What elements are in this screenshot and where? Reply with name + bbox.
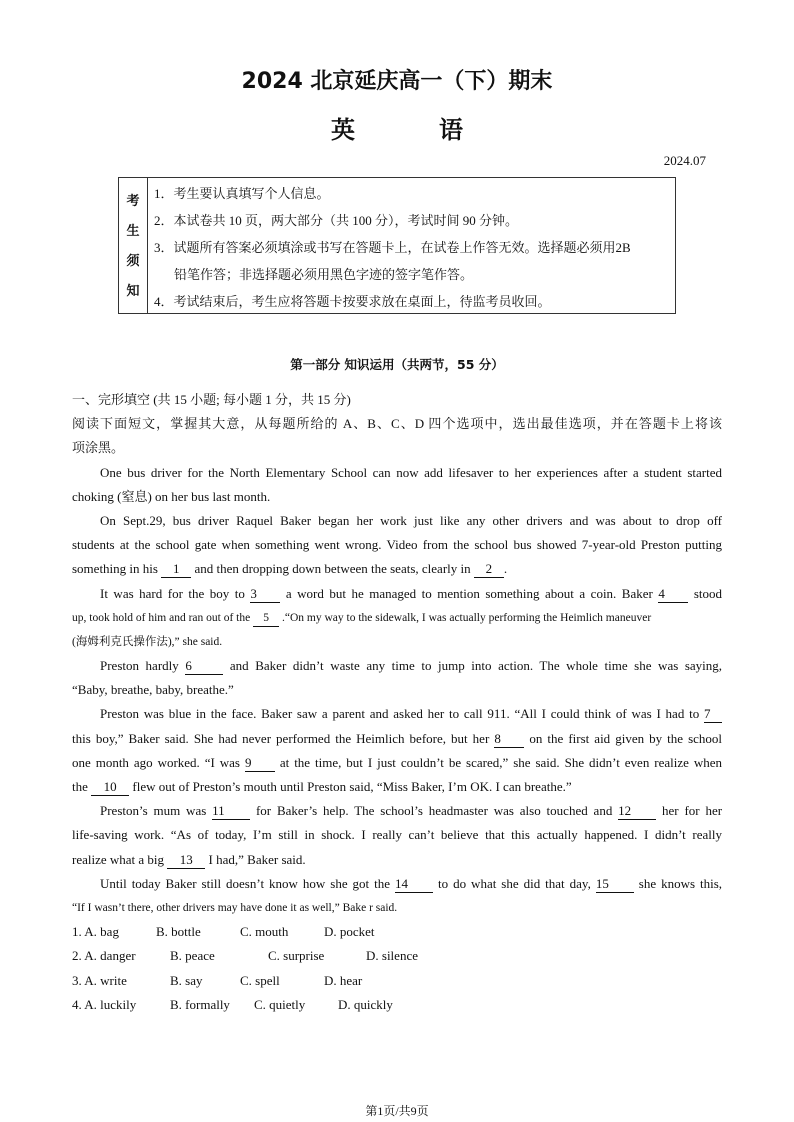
text-span: Until today Baker still doesn’t know how she got the bbox=[100, 875, 391, 891]
text-span: at the time, but I just couldn’t be scared,” she said. She didn’t even realize when bbox=[279, 754, 722, 770]
exam-date: 2024.07 bbox=[663, 153, 706, 168]
blank-15: 15 bbox=[596, 876, 634, 893]
option: C. spell bbox=[240, 972, 280, 988]
text-span: flew out of Preston’s mouth until Preston said, “Miss Baker, I’m OK. I can breathe.” bbox=[132, 779, 572, 794]
text-span: to do what she did that day, bbox=[438, 875, 591, 891]
passage-line bbox=[72, 557, 722, 581]
passage-line bbox=[72, 582, 722, 606]
question-options bbox=[72, 944, 722, 968]
part-title: 一、完形填空 (共 15 小题; 每小题 1 分，共 15 分) bbox=[72, 392, 351, 407]
passage-line: students at the school gate when something went wrong. Video from the school bus showed 7-year-old Preston putting bbox=[72, 537, 722, 553]
exam-content bbox=[72, 388, 722, 1017]
passage-line bbox=[72, 799, 722, 823]
notice-side-char: 考 bbox=[126, 192, 140, 208]
passage-line: (海姆利克氏操作法),” she said. bbox=[72, 635, 223, 648]
blank-2: 2 bbox=[474, 561, 504, 578]
text-span: the bbox=[72, 779, 88, 794]
blank-11: 11 bbox=[212, 803, 250, 820]
notice-side-char: 知 bbox=[126, 282, 140, 298]
blank-1: 1 bbox=[161, 561, 191, 578]
blank-13: 13 bbox=[167, 852, 205, 869]
text-span: something in his bbox=[72, 561, 158, 577]
exam-title: 2024 北京延庆高一（下）期末 bbox=[241, 69, 553, 94]
text-span: up, took hold of him and ran out of the bbox=[72, 611, 251, 624]
option: B. formally bbox=[170, 996, 230, 1012]
passage-line: choking (窒息) on her bus last month. bbox=[72, 488, 271, 504]
option: D. silence bbox=[366, 948, 418, 964]
passage-line bbox=[72, 606, 722, 630]
text-span: this boy,” Baker said. She had never performed the Heimlich before, but her bbox=[72, 730, 490, 746]
option: 4. A. luckily bbox=[72, 996, 137, 1012]
passage-line: “Baby, breathe, baby, breathe.” bbox=[72, 682, 234, 698]
option: B. say bbox=[170, 972, 203, 988]
passage-line bbox=[72, 775, 722, 799]
instruction-line: 阅读下面短文，掌握其大意，从每题所给的 A、B、C、D 四个选项中，选出最佳选项，并在答题卡上将该 bbox=[72, 416, 722, 432]
question-options bbox=[72, 993, 722, 1017]
text-span: Preston’s mum was bbox=[100, 803, 207, 819]
text-span: for Baker’s help. The school’s headmaster was also touched and bbox=[255, 803, 613, 819]
notice-item: 4．考试结束后，考生应将答题卡按要求放在桌面上，待监考员收回。 bbox=[154, 294, 551, 309]
option: 3. A. write bbox=[72, 972, 127, 988]
notice-side-char: 生 bbox=[126, 222, 140, 238]
text-span: .“On my way to the sidewalk, I was actually performing the Heimlich maneuver bbox=[281, 611, 652, 624]
question-options bbox=[72, 969, 722, 993]
passage-line bbox=[72, 654, 722, 678]
text-span: It was hard for the boy to bbox=[100, 585, 245, 601]
passage-line bbox=[72, 727, 722, 751]
option: D. pocket bbox=[324, 924, 375, 940]
blank-12: 12 bbox=[618, 803, 656, 820]
notice-side-char: 须 bbox=[126, 252, 140, 268]
passage-line: One bus driver for the North Elementary School can now add lifesaver to her experiences after a student started bbox=[100, 464, 722, 480]
text-span: a word but he managed to mention something about a coin. Baker bbox=[285, 585, 653, 601]
blank-3: 3 bbox=[250, 586, 280, 603]
passage-line bbox=[72, 848, 722, 872]
option: C. surprise bbox=[268, 948, 325, 964]
text-span: I had,” Baker said. bbox=[208, 851, 306, 867]
text-span: realize what a big bbox=[72, 851, 165, 867]
blank-10: 10 bbox=[91, 779, 129, 796]
text-span: one month ago worked. “I was bbox=[72, 754, 240, 770]
text-span: and then dropping down between the seats, clearly in bbox=[194, 561, 471, 577]
text-span: Preston was blue in the face. Baker saw a parent and asked her to call 911. “All I could think of was I had to bbox=[100, 706, 700, 722]
text-span: Preston hardly bbox=[100, 658, 179, 674]
blank-6: 6 bbox=[185, 658, 223, 675]
passage-line bbox=[72, 751, 722, 775]
blank-8: 8 bbox=[494, 731, 524, 748]
option: 2. A. danger bbox=[72, 948, 136, 964]
passage-line: life-saving work. “As of today, I’m still in shock. I really can’t believe that this actually happened. I didn’t really bbox=[72, 827, 722, 843]
option: C. mouth bbox=[240, 924, 289, 940]
passage-line bbox=[72, 702, 722, 726]
notice-box bbox=[118, 177, 676, 314]
option: D. hear bbox=[324, 972, 363, 988]
notice-item: 铅笔作答；非选择题必须用黑色字迹的签字笔作答。 bbox=[174, 267, 474, 282]
passage-line: “If I wasn’t there, other drivers may have done it as well,” Bake r said. bbox=[72, 901, 398, 914]
blank-7: 7 bbox=[704, 706, 722, 723]
blank-4: 4 bbox=[658, 586, 688, 603]
text-span: and Baker didn’t waste any time to jump into action. The whole time she was saying, bbox=[229, 658, 722, 674]
text-span: on the first aid given by the school bbox=[529, 730, 722, 746]
question-options bbox=[72, 920, 722, 944]
option: B. bottle bbox=[156, 924, 201, 940]
passage-line bbox=[72, 872, 722, 896]
option: D. quickly bbox=[338, 996, 393, 1012]
passage-line: On Sept.29, bus driver Raquel Baker began her work just like any other drivers and was about to drop off bbox=[100, 512, 722, 528]
option: B. peace bbox=[170, 948, 215, 964]
subject-title: 英 语 bbox=[331, 116, 493, 144]
text-span: she knows this, bbox=[638, 875, 722, 891]
notice-item: 2．本试卷共 10 页，两大部分（共 100 分），考试时间 90 分钟。 bbox=[154, 213, 519, 228]
notice-item: 3．试题所有答案必须填涂或书写在答题卡上，在试卷上作答无效。选择题必须用2B bbox=[154, 240, 631, 255]
option: C. quietly bbox=[254, 996, 306, 1012]
instruction-line: 项涂黑。 bbox=[72, 440, 125, 456]
blank-5: 5 bbox=[253, 610, 279, 627]
page-footer: 第1页/共9页 bbox=[365, 1104, 429, 1118]
text-span: stood bbox=[693, 585, 722, 601]
option: 1. A. bag bbox=[72, 924, 119, 940]
section-title: 第一部分 知识运用（共两节，55 分） bbox=[290, 357, 504, 372]
text-span: her for her bbox=[662, 803, 722, 819]
blank-14: 14 bbox=[395, 876, 433, 893]
notice-list bbox=[148, 178, 675, 313]
blank-9: 9 bbox=[245, 755, 275, 772]
text-span: . bbox=[503, 561, 508, 577]
notice-side-label bbox=[119, 178, 148, 313]
notice-item: 1．考生要认真填写个人信息。 bbox=[154, 186, 330, 201]
